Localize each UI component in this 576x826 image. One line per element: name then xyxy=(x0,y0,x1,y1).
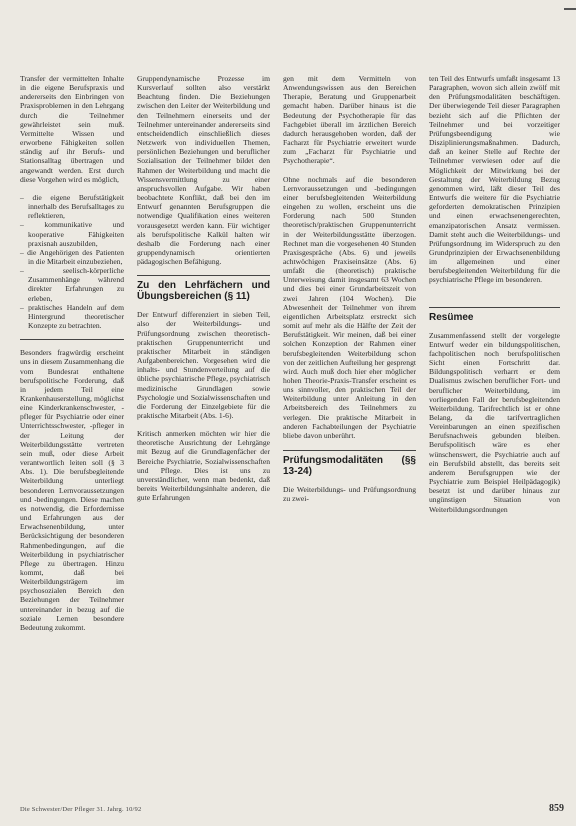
section-divider xyxy=(137,275,270,276)
column-4 xyxy=(429,74,560,523)
top-rule xyxy=(564,8,576,10)
col1-paragraph-2: Besonders fragwürdig erscheint uns in diesem Zusammenhang die vom Bundesrat enthaltene berufspolitische Forderung, daß in jedem Teil eine Krankenhauserstellung, möglichst eine Kinderkrankenschwester, -pfleger für Psychiatrie oder einer Unterrichtsschwester, -pfleger in der Leitung der Weiterbildungsstätte vertreten sein muß, oder diese Arbeit verantwortlich leiten soll (§ 3 Abs. 1). Die berufsbegleitende Weiterbildung unterliegt besonderen Lernvoraussetzungen und -bedingungen. Diese machen es notwendig, die Erfordernisse und Erfahrungen aus der Erwachsenenbildung, unter Berücksichtigung der besonderen Rahmenbedingungen, auf die Weiterbildung in psychiatrischer Pflege zu übertragen. Hinzu kommt, daß bei Weiterbildungsträgern im psychosozialen Bereich den Beziehungen der Teilnehmer untereinander in bezug auf die soziale Lernen besondere Bedeutung zukommt. xyxy=(20,348,124,632)
page-number: 859 xyxy=(549,803,564,814)
section-heading-resuemee: Resümee xyxy=(429,311,474,323)
list-item: – die Angehörigen des Patienten in die Mitarbeit einzubeziehen, xyxy=(20,247,124,266)
col3-paragraph-3: Die Weiterbildungs- und Prüfungsordnung zu zwei- xyxy=(283,485,416,504)
section-heading-lehrfaecher: Zu den Lehrfächern und Übungsbereichen (§ 11) xyxy=(137,280,270,303)
col1-paragraph-1: Transfer der vermittelten Inhalte in die eigene Berufspraxis und andererseits den Einbringen von Praxisproblemen in den Lehrgang durch die Teilnehmer gewährleistet sein muß. Vermittelte Wissen und erworbene Fähigkeiten sollen ständig auf ihr Berufs- und Stationsalltag übertragen und angewandt werden. Erst durch diese Vorgehen wird es möglich, xyxy=(20,74,124,184)
list-item: – praktisches Handeln auf dem Hintergrund theoretischer Konzepte zu betrachten. xyxy=(20,302,124,331)
col1-bullet-list xyxy=(20,193,124,330)
section-divider xyxy=(20,339,124,340)
col3-paragraph-2: Ohne nochmals auf die besonderen Lernvoraussetzungen und -bedingungen einer berufsbegleitenden Weiterbildung eingehen zu wollen, erscheint uns die Forderung nach 500 Stunden theoretisch/praktischen Gruppenunterricht in der Weiterbildungsstätte überzogen. Rechnet man die vorgesehenen 40 Stunden Praxisgespräche (Abs. 6) und jeweils achtwöchigen Praxiseinsätze (Abs. 6) umfaßt die (theoretisch) praktische Unterweisung damit insgesamt 63 Wochen und dies bei einer Grundarbeitszeit von zwei Jahren (104 Wochen). Die Abwesenheit der Teilnehmer von ihrem eigentlichen Arbeitsplatz erstreckt sich somit auf mehr als die Hälfte der Zeit der Berufstätigkeit. Wir meinen, daß bei einer solchen Konzeption der Rahmen einer berufsbegleitenden Weiterbildung schon von der zeitlichen Aufteilung her gesprengt wird. Auch muß doch hier eher möglicher hohen Theorie-Praxis-Transfer erscheint es uns sinnvoller, den praktischen Teil der Weiterbildung unter Anleitung in den Arbeitsbereich des Teilnehmers zu verlegen. Die praktische Mitarbeit in anderen Fachabteilungen der Psychiatrie bliebe davon unberührt. xyxy=(283,174,416,440)
col2-paragraph-1: Gruppendynamische Prozesse im Kursverlauf sollten also verstärkt Beachtung finden. Die Beziehungen zwischen den Leiter der Weiterbildung und den Teilnehmern einerseits und der Teilnehmer untereinander andererseits sind entscheidendlich einschließlich dieses Netzwerk von individuellen Themen, persönlichen Beziehungen und beruflicher Sozialisation der Teilnehmer bildet den Rahmen der Weiterbildung und macht die Wissensvermittlung zu einer anspruchsvollen Aufgabe. Wir haben beobachtete Konflikt, daß bei den im Entwurf genannten Berufsgruppen die notwendige Qualifikation eines weiteren vorausgesetzt werden kann. Für wichtiger als berufspolitische Kalkül halten wir deshalb die Forderung nach einer gruppendynamisch orientierten pädagogischen Befähigung. xyxy=(137,74,270,267)
col4-paragraph-1: ten Teil des Entwurfs umfaßt insgesamt 13 Paragraphen, wovon sich allein zwölf mit den Prüfungsmodalitäten beschäftigen. Der überwiegende Teil dieser Paragraphen bezieht sich auf die Pflichten der Teilnehmer und bei vorzeitiger Prüfungsbeendigung wie Disziplinierungsmaßnahmen. Dadurch, daß an keiner Stelle auf Rechte der Teilnehmer verwiesen oder auf die Möglichkeit der Mitwirkung bei der Gestaltung der Weiterbildung Bezug genommen wird, läßt dieser Teil des Entwurfs die weitere für die Psychiatrie geforderten demokratischen Prinzipien und einen erwachsenengerechten, emanzipatorischen Ansatz vermissen. Damit steht auch die Weiterbildungs- und Prüfungsordnung im Widerspruch zu den Grundprinzipien der Erwachsenenbildung im allgemeinen und einer berufsbegleitenden Weiterbildung für die psychiatrische Pflege im besonderen. xyxy=(429,74,560,285)
col2-paragraph-3: Kritisch anmerken möchten wir hier die theoretische Ausrichtung der Lehrgänge mit Bezug auf die Grundlagenfächer der Bereiche Psychiatrie, Sozialwissenschaften und Pflege. Dies ist uns zu unverständlicher, wenn man bedenkt, daß bereits Weiterbildungsinhalte anderen, die gute Erfahrungen xyxy=(137,429,270,503)
col4-paragraph-2: Zusammenfassend stellt der vorgelegte Entwurf weder ein bildungspolitischen, fachpolitischen noch berufspolitischen Sicht einen Fortschritt dar. Bildungspolitisch verharrt er dem Dualismus zwischen beruflicher Fort- und beruflicher Weiterbildung, im vorliegenden Fall der berufsbegleitenden Weiterbildung. Tarifrechtlich ist er ohne Belang, da die tarifvertraglichen Vereinbarungen an einen spezifischen Berufsnachweis gebunden bleiben. Berufspolitisch wäre es eher wünschenswert, die Psychiatrie auch auf ein Berufsbild abstellt, das bereits seit anderem Berufsgruppen wie der Psychiatrie zum Beispiel Heilpädagogik) besetzt ist und darüber hinaus zur ungünstigen Situation von Weiterbildungsordnungen xyxy=(429,330,560,514)
list-item: – kommunikative und kooperative Fähigkeiten praxisnah auszubilden, xyxy=(20,220,124,248)
column-2 xyxy=(137,74,270,511)
footer-publication: Die Schwester/Der Pfleger 31. Jahrg. 10/92 xyxy=(20,806,142,813)
column-3 xyxy=(283,74,416,512)
col3-paragraph-1: gen mit dem Vermitteln von Anwendungswissen aus den Bereichen Therapie, Beratung und Gruppenarbeit gemacht haben. Darüber hinaus ist die Bedeutung der Psychotherapie für das Fachgebiet überall im ärztlichen Bereich dadurch herausgehoben worden, daß der Facharzt für Psychiatrie erweitert wurde zum „Facharzt für Psychiatrie und Psychotherapie“. xyxy=(283,74,416,166)
col2-paragraph-2: Der Entwurf differenziert in sieben Teil, also der Weiterbildungs- und Prüfungsordnung zwischen theoretisch-praktischen Gruppenunterricht und praktischer Mitarbeit in ständigen Aufgabenbereichen. Vorgesehen wird die inhalts- und Stundenverteilung auf die übliche psychiatrische Pflege, psychiatrisch medizinische Grundlagen sowie Psychologie und Sozialwissenschaften und die Forderung der Einzelgebiete für die praktische Mitarbeit (Abs. 1-6). xyxy=(137,310,270,420)
section-heading-pruefung: Prüfungsmodalitäten (§§ 13-24) xyxy=(283,455,416,478)
list-item: – seelisch-körperliche Zusammenhänge während direkter Erfahrungen zu erleben, xyxy=(20,266,124,303)
column-1 xyxy=(20,74,124,641)
section-divider xyxy=(283,450,416,451)
list-item: – die eigene Berufstätigkeit innerhalb des Berufsalltages zu reflektieren, xyxy=(20,192,124,221)
section-divider xyxy=(429,307,560,308)
